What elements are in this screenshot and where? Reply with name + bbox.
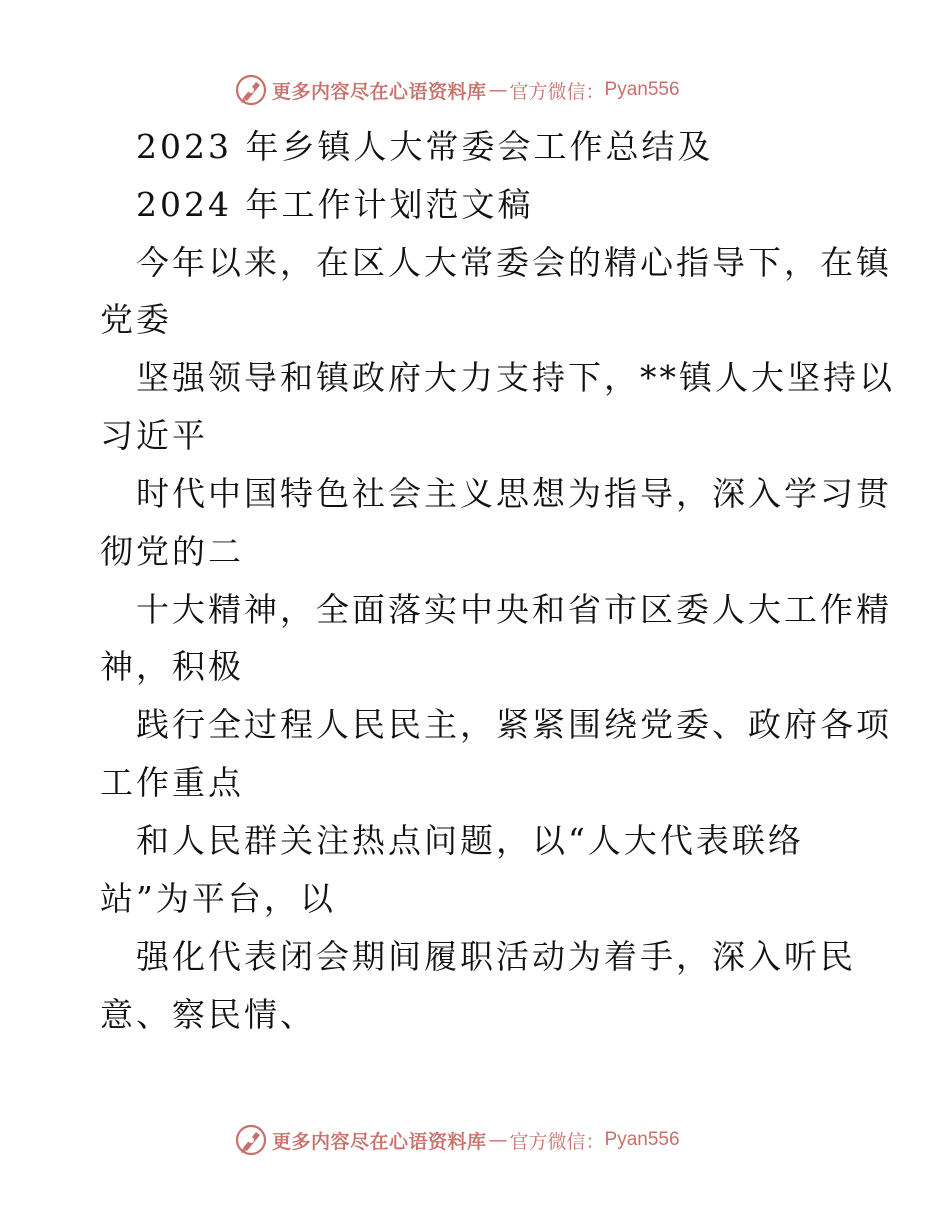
body-line: 习近平	[100, 416, 208, 455]
body-line: 强化代表闭会期间履职活动为着手，深入听民	[136, 937, 856, 976]
header-watermark	[234, 72, 734, 108]
watermark-wechat-id: Pyan556	[604, 1129, 680, 1150]
body-line: 和人民群关注热点问题，以“人大代表联络	[136, 821, 804, 860]
body-line: 工作重点	[100, 763, 244, 802]
watermark-separator: —	[488, 79, 508, 101]
pen-circle-logo-icon	[234, 1123, 268, 1157]
watermark-site-text: 更多内容尽在心语资料库	[272, 1130, 487, 1153]
body-line: 党委	[100, 300, 172, 339]
body-line: 意、察民情、	[100, 995, 316, 1034]
watermark-site-text: 更多内容尽在心语资料库	[272, 80, 487, 103]
body-line: 十大精神，全面落实中央和省市区委人大工作精	[136, 590, 892, 629]
body-line: 神，积极	[100, 647, 244, 686]
body-line: 站”为平台，以	[100, 879, 336, 918]
body-line: 今年以来，在区人大常委会的精心指导下，在镇	[136, 243, 892, 282]
body-line: 践行全过程人民民主，紧紧围绕党委、政府各项	[136, 705, 892, 744]
body-line: 坚强领导和镇政府大力支持下，**镇人大坚持以	[136, 358, 895, 397]
watermark-separator: —	[488, 1129, 508, 1151]
watermark-wechat-label: 官方微信：	[509, 80, 605, 103]
watermark-wechat-label: 官方微信：	[509, 1130, 605, 1153]
pen-circle-logo-icon	[234, 73, 268, 107]
body-line: 时代中国特色社会主义思想为指导，深入学习贯	[136, 474, 892, 513]
document-title-line-1: 2023 年乡镇人大常委会工作总结及	[136, 127, 714, 166]
body-line: 彻党的二	[100, 532, 244, 571]
document-title-line-2: 2024 年工作计划范文稿	[136, 185, 534, 224]
watermark-wechat-id: Pyan556	[604, 79, 680, 100]
footer-watermark	[234, 1122, 734, 1158]
